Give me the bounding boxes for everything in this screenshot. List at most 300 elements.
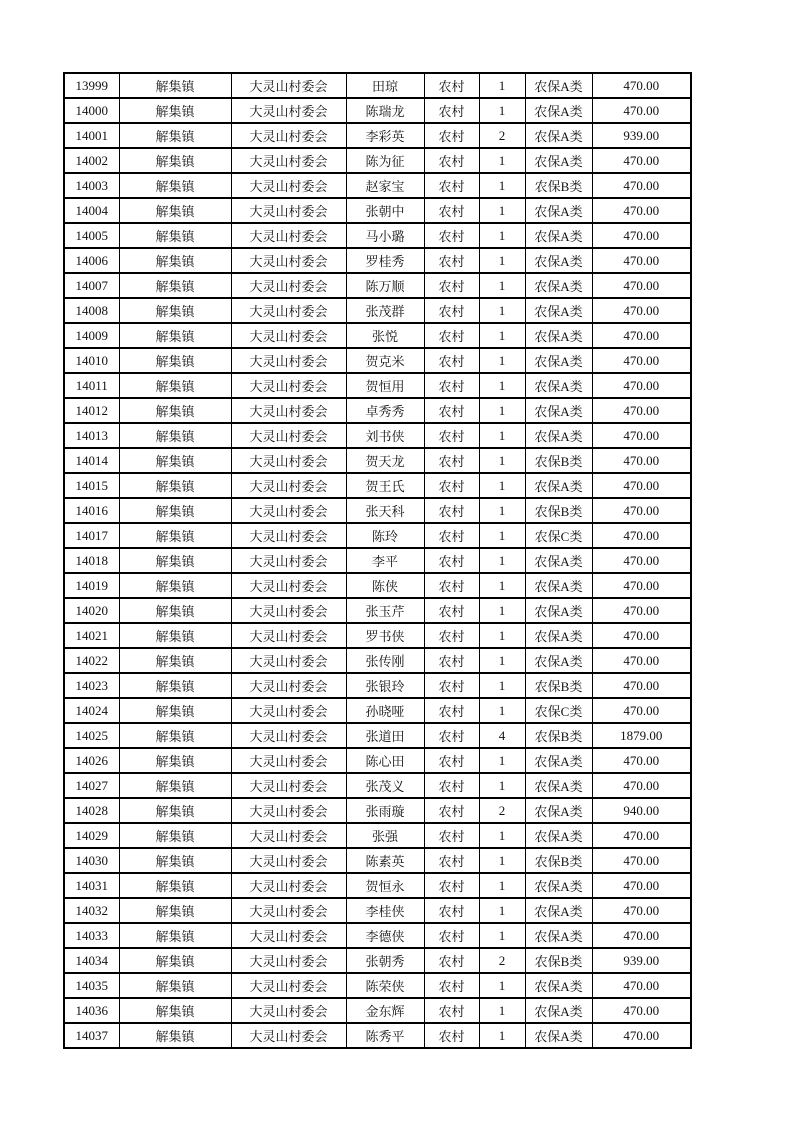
cell-village-committee: 大灵山村委会	[231, 173, 346, 198]
cell-serial-number: 14000	[64, 98, 119, 123]
cell-town: 解集镇	[119, 898, 231, 923]
cell-amount: 470.00	[592, 348, 691, 373]
cell-residence-type: 农村	[424, 298, 479, 323]
cell-person-count: 1	[479, 323, 525, 348]
insurance-payment-table	[63, 72, 692, 1049]
cell-residence-type: 农村	[424, 348, 479, 373]
cell-village-committee: 大灵山村委会	[231, 773, 346, 798]
cell-person-count: 1	[479, 448, 525, 473]
cell-person-name: 罗书侠	[346, 623, 424, 648]
table-row	[64, 923, 691, 948]
cell-amount: 470.00	[592, 98, 691, 123]
cell-town: 解集镇	[119, 473, 231, 498]
table-row	[64, 848, 691, 873]
cell-insurance-category: 农保A类	[525, 598, 592, 623]
cell-town: 解集镇	[119, 623, 231, 648]
table-row	[64, 473, 691, 498]
cell-residence-type: 农村	[424, 748, 479, 773]
cell-person-count: 1	[479, 223, 525, 248]
cell-residence-type: 农村	[424, 948, 479, 973]
cell-insurance-category: 农保B类	[525, 448, 592, 473]
cell-serial-number: 14011	[64, 373, 119, 398]
cell-person-name: 陈秀平	[346, 1023, 424, 1048]
cell-person-count: 1	[479, 873, 525, 898]
cell-insurance-category: 农保A类	[525, 648, 592, 673]
cell-amount: 470.00	[592, 148, 691, 173]
cell-amount: 939.00	[592, 948, 691, 973]
cell-amount: 470.00	[592, 198, 691, 223]
cell-residence-type: 农村	[424, 773, 479, 798]
cell-person-count: 1	[479, 1023, 525, 1048]
cell-insurance-category: 农保A类	[525, 548, 592, 573]
cell-residence-type: 农村	[424, 473, 479, 498]
cell-serial-number: 14037	[64, 1023, 119, 1048]
cell-town: 解集镇	[119, 873, 231, 898]
cell-village-committee: 大灵山村委会	[231, 723, 346, 748]
cell-person-count: 2	[479, 123, 525, 148]
cell-amount: 470.00	[592, 1023, 691, 1048]
cell-insurance-category: 农保A类	[525, 73, 592, 98]
cell-serial-number: 14036	[64, 998, 119, 1023]
cell-serial-number: 14034	[64, 948, 119, 973]
cell-residence-type: 农村	[424, 498, 479, 523]
cell-town: 解集镇	[119, 698, 231, 723]
cell-village-committee: 大灵山村委会	[231, 523, 346, 548]
cell-residence-type: 农村	[424, 98, 479, 123]
cell-insurance-category: 农保C类	[525, 698, 592, 723]
cell-village-committee: 大灵山村委会	[231, 348, 346, 373]
cell-serial-number: 14030	[64, 848, 119, 873]
cell-residence-type: 农村	[424, 223, 479, 248]
table-row	[64, 698, 691, 723]
cell-amount: 470.00	[592, 698, 691, 723]
cell-serial-number: 14013	[64, 423, 119, 448]
cell-amount: 470.00	[592, 923, 691, 948]
cell-person-name: 陈心田	[346, 748, 424, 773]
cell-person-name: 张传刚	[346, 648, 424, 673]
cell-amount: 470.00	[592, 748, 691, 773]
table-row	[64, 323, 691, 348]
cell-serial-number: 14017	[64, 523, 119, 548]
cell-serial-number: 14026	[64, 748, 119, 773]
cell-village-committee: 大灵山村委会	[231, 798, 346, 823]
cell-amount: 470.00	[592, 173, 691, 198]
cell-insurance-category: 农保A类	[525, 773, 592, 798]
cell-person-count: 1	[479, 248, 525, 273]
cell-person-name: 贺克米	[346, 348, 424, 373]
cell-town: 解集镇	[119, 573, 231, 598]
cell-serial-number: 14025	[64, 723, 119, 748]
cell-insurance-category: 农保A类	[525, 798, 592, 823]
cell-village-committee: 大灵山村委会	[231, 698, 346, 723]
cell-amount: 470.00	[592, 773, 691, 798]
cell-insurance-category: 农保A类	[525, 198, 592, 223]
cell-person-name: 李平	[346, 548, 424, 573]
cell-serial-number: 14005	[64, 223, 119, 248]
cell-town: 解集镇	[119, 973, 231, 998]
cell-person-count: 2	[479, 948, 525, 973]
cell-residence-type: 农村	[424, 998, 479, 1023]
cell-village-committee: 大灵山村委会	[231, 898, 346, 923]
cell-serial-number: 14018	[64, 548, 119, 573]
cell-residence-type: 农村	[424, 973, 479, 998]
cell-person-name: 张雨璇	[346, 798, 424, 823]
cell-person-count: 1	[479, 498, 525, 523]
cell-insurance-category: 农保A类	[525, 473, 592, 498]
cell-town: 解集镇	[119, 423, 231, 448]
cell-insurance-category: 农保B类	[525, 723, 592, 748]
cell-insurance-category: 农保A类	[525, 923, 592, 948]
cell-person-count: 1	[479, 623, 525, 648]
cell-village-committee: 大灵山村委会	[231, 73, 346, 98]
cell-town: 解集镇	[119, 673, 231, 698]
table-row	[64, 723, 691, 748]
cell-amount: 470.00	[592, 223, 691, 248]
table-row	[64, 223, 691, 248]
cell-residence-type: 农村	[424, 373, 479, 398]
cell-person-count: 1	[479, 98, 525, 123]
cell-insurance-category: 农保A类	[525, 373, 592, 398]
cell-person-name: 张朝秀	[346, 948, 424, 973]
cell-town: 解集镇	[119, 1023, 231, 1048]
cell-person-name: 张茂群	[346, 298, 424, 323]
cell-town: 解集镇	[119, 748, 231, 773]
cell-residence-type: 农村	[424, 923, 479, 948]
cell-insurance-category: 农保A类	[525, 348, 592, 373]
cell-person-name: 贺恒永	[346, 873, 424, 898]
cell-town: 解集镇	[119, 848, 231, 873]
cell-person-count: 1	[479, 823, 525, 848]
cell-insurance-category: 农保A类	[525, 1023, 592, 1048]
cell-village-committee: 大灵山村委会	[231, 573, 346, 598]
cell-serial-number: 14006	[64, 248, 119, 273]
cell-serial-number: 14028	[64, 798, 119, 823]
table-row	[64, 398, 691, 423]
cell-amount: 470.00	[592, 648, 691, 673]
cell-insurance-category: 农保A类	[525, 273, 592, 298]
cell-amount: 470.00	[592, 298, 691, 323]
cell-person-name: 张强	[346, 823, 424, 848]
cell-amount: 470.00	[592, 548, 691, 573]
cell-town: 解集镇	[119, 723, 231, 748]
cell-town: 解集镇	[119, 298, 231, 323]
table-row	[64, 548, 691, 573]
cell-village-committee: 大灵山村委会	[231, 948, 346, 973]
cell-residence-type: 农村	[424, 73, 479, 98]
cell-insurance-category: 农保A类	[525, 623, 592, 648]
cell-person-count: 1	[479, 173, 525, 198]
table-body	[64, 73, 691, 1048]
cell-insurance-category: 农保A类	[525, 323, 592, 348]
table-row	[64, 298, 691, 323]
cell-amount: 470.00	[592, 73, 691, 98]
cell-residence-type: 农村	[424, 198, 479, 223]
table-row	[64, 898, 691, 923]
cell-amount: 470.00	[592, 823, 691, 848]
cell-amount: 940.00	[592, 798, 691, 823]
table-row	[64, 498, 691, 523]
cell-village-committee: 大灵山村委会	[231, 198, 346, 223]
cell-village-committee: 大灵山村委会	[231, 323, 346, 348]
cell-insurance-category: 农保A类	[525, 573, 592, 598]
cell-village-committee: 大灵山村委会	[231, 273, 346, 298]
table-row	[64, 448, 691, 473]
table-row	[64, 673, 691, 698]
table-row	[64, 973, 691, 998]
cell-town: 解集镇	[119, 73, 231, 98]
cell-person-name: 贺恒用	[346, 373, 424, 398]
cell-insurance-category: 农保B类	[525, 173, 592, 198]
table-row	[64, 348, 691, 373]
cell-village-committee: 大灵山村委会	[231, 148, 346, 173]
cell-serial-number: 14033	[64, 923, 119, 948]
table-row	[64, 573, 691, 598]
cell-person-name: 李德侠	[346, 923, 424, 948]
cell-serial-number: 14020	[64, 598, 119, 623]
cell-insurance-category: 农保A类	[525, 973, 592, 998]
cell-person-count: 1	[479, 923, 525, 948]
cell-person-count: 1	[479, 698, 525, 723]
cell-serial-number: 14021	[64, 623, 119, 648]
table-row	[64, 1023, 691, 1048]
cell-town: 解集镇	[119, 248, 231, 273]
cell-person-name: 李桂侠	[346, 898, 424, 923]
cell-insurance-category: 农保A类	[525, 998, 592, 1023]
cell-person-count: 1	[479, 898, 525, 923]
cell-serial-number: 14010	[64, 348, 119, 373]
cell-person-count: 1	[479, 598, 525, 623]
cell-village-committee: 大灵山村委会	[231, 973, 346, 998]
table-row	[64, 123, 691, 148]
cell-village-committee: 大灵山村委会	[231, 848, 346, 873]
cell-person-name: 陈素英	[346, 848, 424, 873]
cell-person-count: 1	[479, 748, 525, 773]
cell-amount: 470.00	[592, 898, 691, 923]
cell-residence-type: 农村	[424, 823, 479, 848]
cell-person-name: 贺王氏	[346, 473, 424, 498]
cell-insurance-category: 农保A类	[525, 423, 592, 448]
cell-amount: 470.00	[592, 998, 691, 1023]
cell-town: 解集镇	[119, 548, 231, 573]
cell-amount: 470.00	[592, 848, 691, 873]
cell-person-name: 罗桂秀	[346, 248, 424, 273]
table-row	[64, 998, 691, 1023]
cell-residence-type: 农村	[424, 798, 479, 823]
cell-residence-type: 农村	[424, 698, 479, 723]
cell-serial-number: 14019	[64, 573, 119, 598]
cell-amount: 470.00	[592, 448, 691, 473]
cell-insurance-category: 农保B类	[525, 673, 592, 698]
cell-amount: 470.00	[592, 573, 691, 598]
cell-person-count: 1	[479, 973, 525, 998]
cell-person-count: 1	[479, 848, 525, 873]
cell-person-count: 4	[479, 723, 525, 748]
cell-insurance-category: 农保C类	[525, 523, 592, 548]
cell-serial-number: 14029	[64, 823, 119, 848]
cell-amount: 470.00	[592, 273, 691, 298]
cell-person-count: 1	[479, 523, 525, 548]
cell-residence-type: 农村	[424, 323, 479, 348]
cell-village-committee: 大灵山村委会	[231, 98, 346, 123]
cell-serial-number: 14003	[64, 173, 119, 198]
cell-insurance-category: 农保A类	[525, 248, 592, 273]
cell-person-count: 1	[479, 373, 525, 398]
cell-village-committee: 大灵山村委会	[231, 248, 346, 273]
cell-person-count: 1	[479, 73, 525, 98]
cell-village-committee: 大灵山村委会	[231, 598, 346, 623]
table-row	[64, 623, 691, 648]
cell-residence-type: 农村	[424, 623, 479, 648]
cell-town: 解集镇	[119, 223, 231, 248]
cell-insurance-category: 农保A类	[525, 223, 592, 248]
cell-serial-number: 14032	[64, 898, 119, 923]
cell-person-name: 陈侠	[346, 573, 424, 598]
cell-insurance-category: 农保A类	[525, 873, 592, 898]
cell-amount: 470.00	[592, 523, 691, 548]
cell-town: 解集镇	[119, 273, 231, 298]
cell-village-committee: 大灵山村委会	[231, 298, 346, 323]
cell-village-committee: 大灵山村委会	[231, 1023, 346, 1048]
cell-insurance-category: 农保B类	[525, 498, 592, 523]
table-row	[64, 423, 691, 448]
table-row	[64, 523, 691, 548]
cell-village-committee: 大灵山村委会	[231, 873, 346, 898]
cell-serial-number: 14016	[64, 498, 119, 523]
cell-residence-type: 农村	[424, 248, 479, 273]
cell-village-committee: 大灵山村委会	[231, 373, 346, 398]
cell-town: 解集镇	[119, 523, 231, 548]
cell-town: 解集镇	[119, 173, 231, 198]
cell-village-committee: 大灵山村委会	[231, 623, 346, 648]
cell-person-name: 李彩英	[346, 123, 424, 148]
cell-residence-type: 农村	[424, 423, 479, 448]
cell-serial-number: 13999	[64, 73, 119, 98]
cell-village-committee: 大灵山村委会	[231, 823, 346, 848]
table-row	[64, 773, 691, 798]
cell-person-name: 陈为征	[346, 148, 424, 173]
cell-serial-number: 14002	[64, 148, 119, 173]
cell-residence-type: 农村	[424, 548, 479, 573]
cell-person-name: 马小璐	[346, 223, 424, 248]
cell-residence-type: 农村	[424, 523, 479, 548]
cell-residence-type: 农村	[424, 898, 479, 923]
cell-person-count: 1	[479, 998, 525, 1023]
cell-amount: 470.00	[592, 598, 691, 623]
cell-insurance-category: 农保A类	[525, 748, 592, 773]
cell-village-committee: 大灵山村委会	[231, 498, 346, 523]
cell-person-count: 1	[479, 148, 525, 173]
cell-serial-number: 14031	[64, 873, 119, 898]
cell-person-name: 刘书侠	[346, 423, 424, 448]
cell-person-name: 陈万顺	[346, 273, 424, 298]
cell-residence-type: 农村	[424, 148, 479, 173]
cell-person-name: 卓秀秀	[346, 398, 424, 423]
cell-village-committee: 大灵山村委会	[231, 648, 346, 673]
cell-person-name: 张天科	[346, 498, 424, 523]
cell-town: 解集镇	[119, 598, 231, 623]
cell-village-committee: 大灵山村委会	[231, 123, 346, 148]
cell-town: 解集镇	[119, 773, 231, 798]
cell-person-count: 1	[479, 348, 525, 373]
cell-serial-number: 14035	[64, 973, 119, 998]
cell-serial-number: 14007	[64, 273, 119, 298]
cell-insurance-category: 农保A类	[525, 398, 592, 423]
cell-person-count: 1	[479, 773, 525, 798]
cell-village-committee: 大灵山村委会	[231, 423, 346, 448]
cell-serial-number: 14022	[64, 648, 119, 673]
cell-person-count: 1	[479, 198, 525, 223]
cell-town: 解集镇	[119, 198, 231, 223]
cell-town: 解集镇	[119, 123, 231, 148]
cell-amount: 470.00	[592, 498, 691, 523]
cell-serial-number: 14004	[64, 198, 119, 223]
cell-residence-type: 农村	[424, 723, 479, 748]
cell-serial-number: 14027	[64, 773, 119, 798]
cell-village-committee: 大灵山村委会	[231, 748, 346, 773]
cell-residence-type: 农村	[424, 848, 479, 873]
table-row	[64, 373, 691, 398]
cell-person-count: 1	[479, 573, 525, 598]
cell-town: 解集镇	[119, 998, 231, 1023]
cell-person-name: 陈玲	[346, 523, 424, 548]
cell-residence-type: 农村	[424, 573, 479, 598]
cell-residence-type: 农村	[424, 173, 479, 198]
cell-amount: 470.00	[592, 248, 691, 273]
cell-town: 解集镇	[119, 398, 231, 423]
cell-person-count: 1	[479, 423, 525, 448]
cell-town: 解集镇	[119, 98, 231, 123]
cell-village-committee: 大灵山村委会	[231, 923, 346, 948]
cell-insurance-category: 农保B类	[525, 948, 592, 973]
cell-person-count: 2	[479, 798, 525, 823]
cell-village-committee: 大灵山村委会	[231, 398, 346, 423]
cell-person-name: 陈瑞龙	[346, 98, 424, 123]
cell-person-name: 张银玲	[346, 673, 424, 698]
cell-person-name: 张悦	[346, 323, 424, 348]
cell-amount: 470.00	[592, 398, 691, 423]
cell-town: 解集镇	[119, 448, 231, 473]
cell-residence-type: 农村	[424, 123, 479, 148]
cell-residence-type: 农村	[424, 398, 479, 423]
cell-village-committee: 大灵山村委会	[231, 998, 346, 1023]
table-row	[64, 248, 691, 273]
cell-person-name: 贺天龙	[346, 448, 424, 473]
cell-person-name: 田琼	[346, 73, 424, 98]
table-row	[64, 798, 691, 823]
cell-amount: 470.00	[592, 373, 691, 398]
cell-serial-number: 14015	[64, 473, 119, 498]
cell-person-name: 金东辉	[346, 998, 424, 1023]
cell-serial-number: 14009	[64, 323, 119, 348]
cell-town: 解集镇	[119, 148, 231, 173]
table-row	[64, 948, 691, 973]
cell-person-count: 1	[479, 648, 525, 673]
table-row	[64, 148, 691, 173]
cell-village-committee: 大灵山村委会	[231, 223, 346, 248]
cell-village-committee: 大灵山村委会	[231, 548, 346, 573]
table-row	[64, 273, 691, 298]
cell-insurance-category: 农保A类	[525, 98, 592, 123]
cell-insurance-category: 农保A类	[525, 123, 592, 148]
cell-person-count: 1	[479, 398, 525, 423]
cell-person-count: 1	[479, 273, 525, 298]
cell-town: 解集镇	[119, 923, 231, 948]
cell-person-name: 赵家宝	[346, 173, 424, 198]
cell-person-count: 1	[479, 673, 525, 698]
cell-town: 解集镇	[119, 323, 231, 348]
cell-town: 解集镇	[119, 823, 231, 848]
cell-amount: 470.00	[592, 973, 691, 998]
